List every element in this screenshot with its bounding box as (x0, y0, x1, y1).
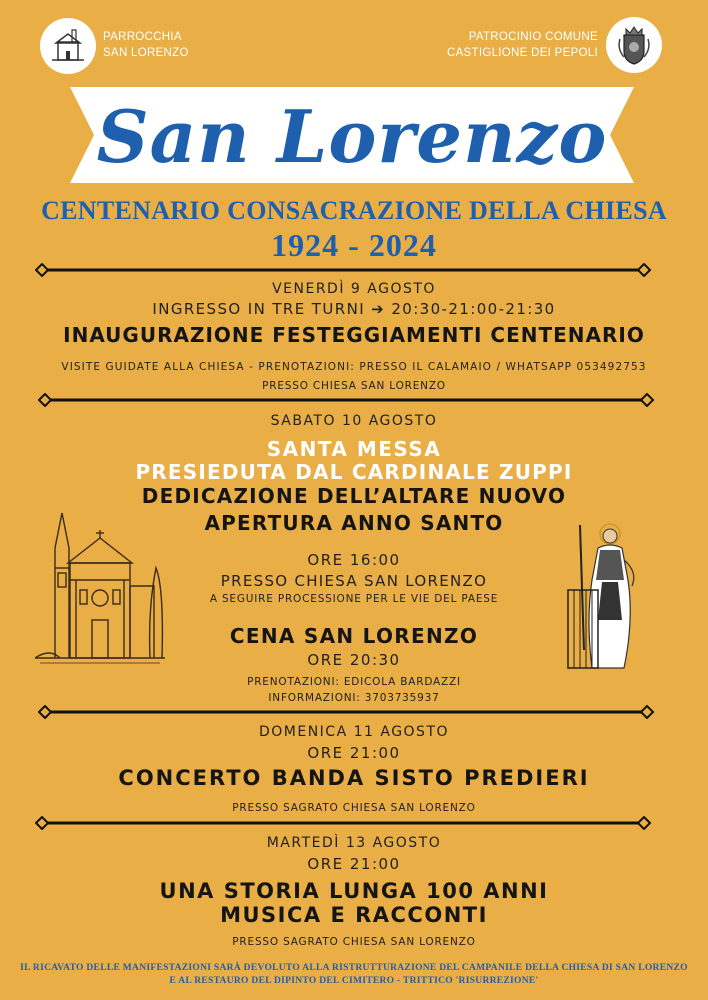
divider (35, 816, 665, 830)
right-org-line-2: CASTIGLIONE DEI PEPOLI (446, 47, 598, 59)
sunday-place: PRESSO SAGRATO CHIESA SAN LORENZO (232, 802, 476, 814)
friday-place: PRESSO CHIESA SAN LORENZO (262, 380, 446, 392)
coat-of-arms-icon (606, 17, 662, 73)
sunday-time: ORE 21:00 (307, 744, 401, 762)
tuesday-headline-2: MUSICA E RACCONTI (220, 903, 488, 927)
saturday-procession: A SEGUIRE PROCESSIONE PER LE VIE DEL PAESE (209, 593, 499, 605)
saturday-mass: SANTA MESSA (266, 437, 442, 461)
saturday-dedication: DEDICAZIONE DELL’ALTARE NUOVO (141, 484, 567, 508)
left-organization (103, 29, 189, 61)
friday-entry: INGRESSO IN TRE TURNI ➔ 20:30-21:00-21:30 (152, 300, 556, 318)
tuesday-place: PRESSO SAGRATO CHIESA SAN LORENZO (232, 936, 476, 948)
years: 1924 - 2024 (271, 227, 437, 263)
subtitle: CENTENARIO CONSACRAZIONE DELLA CHIESA (41, 196, 667, 225)
right-org-line-1: PATROCINIO COMUNE (468, 31, 598, 43)
tuesday-date: MARTEDÌ 13 AGOSTO (266, 835, 442, 851)
sunday-date: DOMENICA 11 AGOSTO (258, 724, 450, 740)
saint-lawrence-statue-icon (562, 520, 652, 672)
saturday-presided: PRESIEDUTA DAL CARDINALE ZUPPI (135, 460, 573, 484)
left-org-line-2: SAN LORENZO (103, 47, 189, 59)
divider (38, 393, 668, 407)
right-organization (418, 29, 598, 61)
tuesday-time: ORE 21:00 (307, 855, 401, 873)
saturday-info: INFORMAZIONI: 3703735937 (268, 692, 440, 704)
saturday-time: ORE 16:00 (307, 551, 401, 569)
footer-note (0, 962, 708, 988)
footer-line-2: E AL RESTAURO DEL DIPINTO DEL CIMITERO - TRITTICO 'RISURREZIONE' (169, 976, 539, 986)
divider (35, 263, 665, 277)
divider (38, 705, 668, 719)
saturday-place: PRESSO CHIESA SAN LORENZO (220, 572, 488, 590)
left-org-line-1: PARROCCHIA (103, 31, 182, 43)
friday-date: VENERDÌ 9 AGOSTO (272, 281, 436, 297)
saturday-dinner-time: ORE 20:30 (307, 651, 401, 669)
saturday-holy-year: APERTURA ANNO SANTO (204, 511, 504, 535)
sunday-headline: CONCERTO BANDA SISTO PREDIERI (118, 766, 590, 790)
friday-headline: INAUGURAZIONE FESTEGGIAMENTI CENTENARIO (63, 323, 645, 347)
page-title: San Lorenzo (96, 94, 608, 179)
friday-visits: VISITE GUIDATE ALLA CHIESA - PRENOTAZIONI: PRESSO IL CALAMAIO / WHATSAPP 053492753 (61, 361, 647, 373)
footer-line-1: IL RICAVATO DELLE MANIFESTAZIONI SARÀ DEVOLUTO ALLA RISTRUTTURAZIONE DEL CAMPANILE DELLA CHIESA DI SAN LORENZO (20, 963, 688, 973)
church-logo-icon (40, 18, 96, 74)
saturday-dinner: CENA SAN LORENZO (229, 624, 479, 648)
saturday-date: SABATO 10 AGOSTO (270, 413, 438, 429)
saturday-bookings: PRENOTAZIONI: EDICOLA BARDAZZI (247, 676, 461, 688)
tuesday-headline-1: UNA STORIA LUNGA 100 ANNI (159, 879, 549, 903)
